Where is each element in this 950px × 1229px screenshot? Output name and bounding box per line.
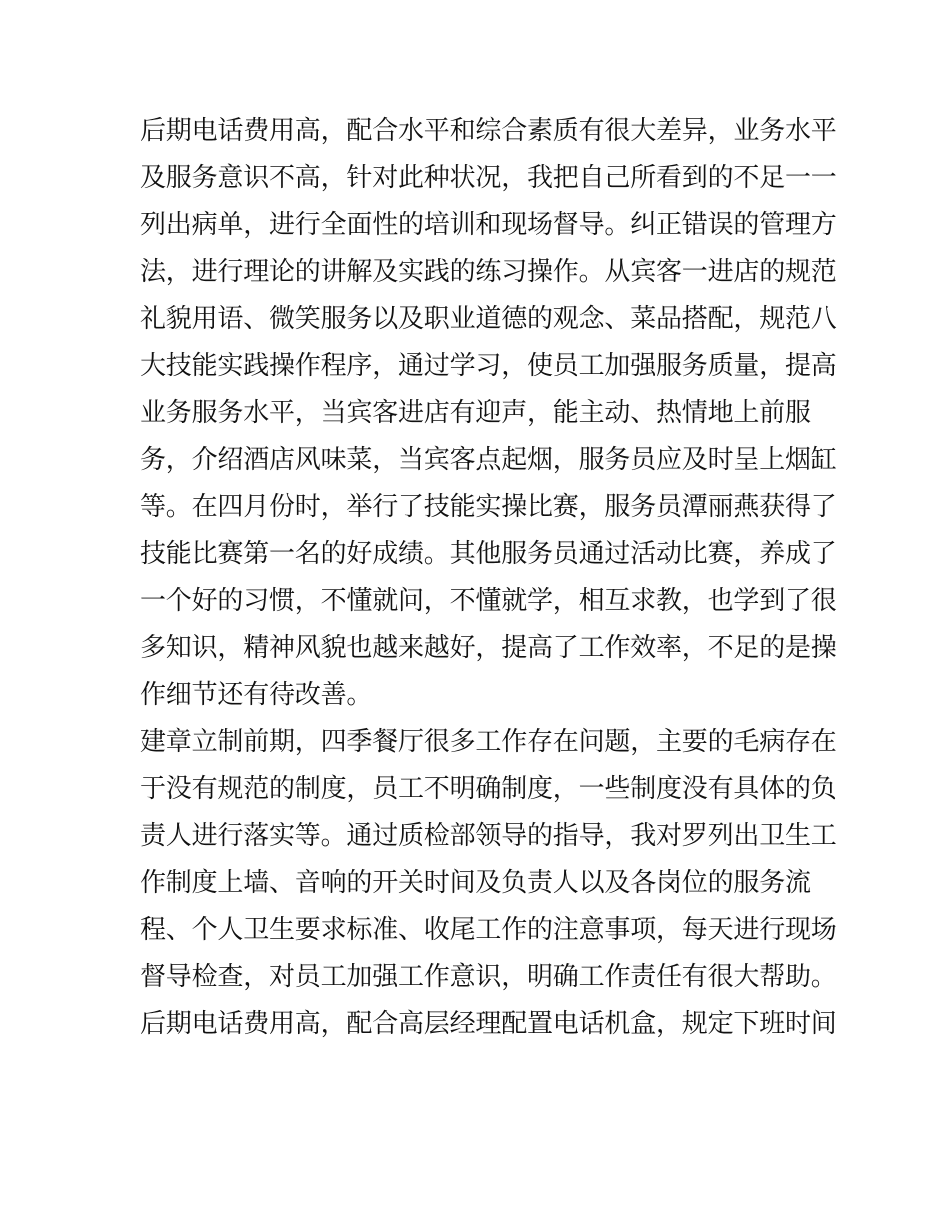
text-line: 程、个人卫生要求标准、收尾工作的注意事项，每天进行现场: [140, 915, 837, 945]
text-line: 技能比赛第一名的好成绩。其他服务员通过活动比赛，养成了: [140, 539, 837, 569]
text-line: 业务服务水平，当宾客进店有迎声，能主动、热情地上前服: [140, 398, 811, 428]
text-line: 建章立制前期，四季餐厅很多工作存在问题，主要的毛病存在: [140, 727, 837, 757]
body-text: [140, 108, 837, 1048]
text-line: 作细节还有待改善。: [140, 680, 373, 710]
text-line: 多知识，精神风貌也越来越好，提高了工作效率，不足的是操: [140, 633, 837, 663]
text-line: 督导检查，对员工加强工作意识，明确工作责任有很大帮助。: [140, 962, 837, 992]
text-line: 作制度上墙、音响的开关时间及负责人以及各岗位的服务流: [140, 868, 811, 898]
text-line: 于没有规范的制度，员工不明确制度，一些制度没有具体的负: [140, 774, 837, 804]
text-line: 大技能实践操作程序，通过学习，使员工加强服务质量，提高: [140, 351, 837, 381]
text-line: 后期电话费用高，配合高层经理配置电话机盒，规定下班时间: [140, 1009, 837, 1039]
text-line: 务，介绍酒店风味菜，当宾客点起烟，服务员应及时呈上烟缸: [140, 445, 837, 475]
text-line: 礼貌用语、微笑服务以及职业道德的观念、菜品搭配，规范八: [140, 304, 837, 334]
text-line: 责人进行落实等。通过质检部领导的指导，我对罗列出卫生工: [140, 821, 837, 851]
text-line: 一个好的习惯，不懂就问，不懂就学，相互求教，也学到了很: [140, 586, 837, 616]
text-line: 及服务意识不高，针对此种状况，我把自己所看到的不足一一: [140, 163, 837, 193]
text-line: 后期电话费用高，配合水平和综合素质有很大差异，业务水平: [140, 116, 837, 146]
text-line: 等。在四月份时，举行了技能实操比赛，服务员潭丽燕获得了: [140, 492, 837, 522]
text-line: 列出病单，进行全面性的培训和现场督导。纠正错误的管理方: [140, 210, 837, 240]
text-line: 法，进行理论的讲解及实践的练习操作。从宾客一进店的规范: [140, 257, 837, 287]
